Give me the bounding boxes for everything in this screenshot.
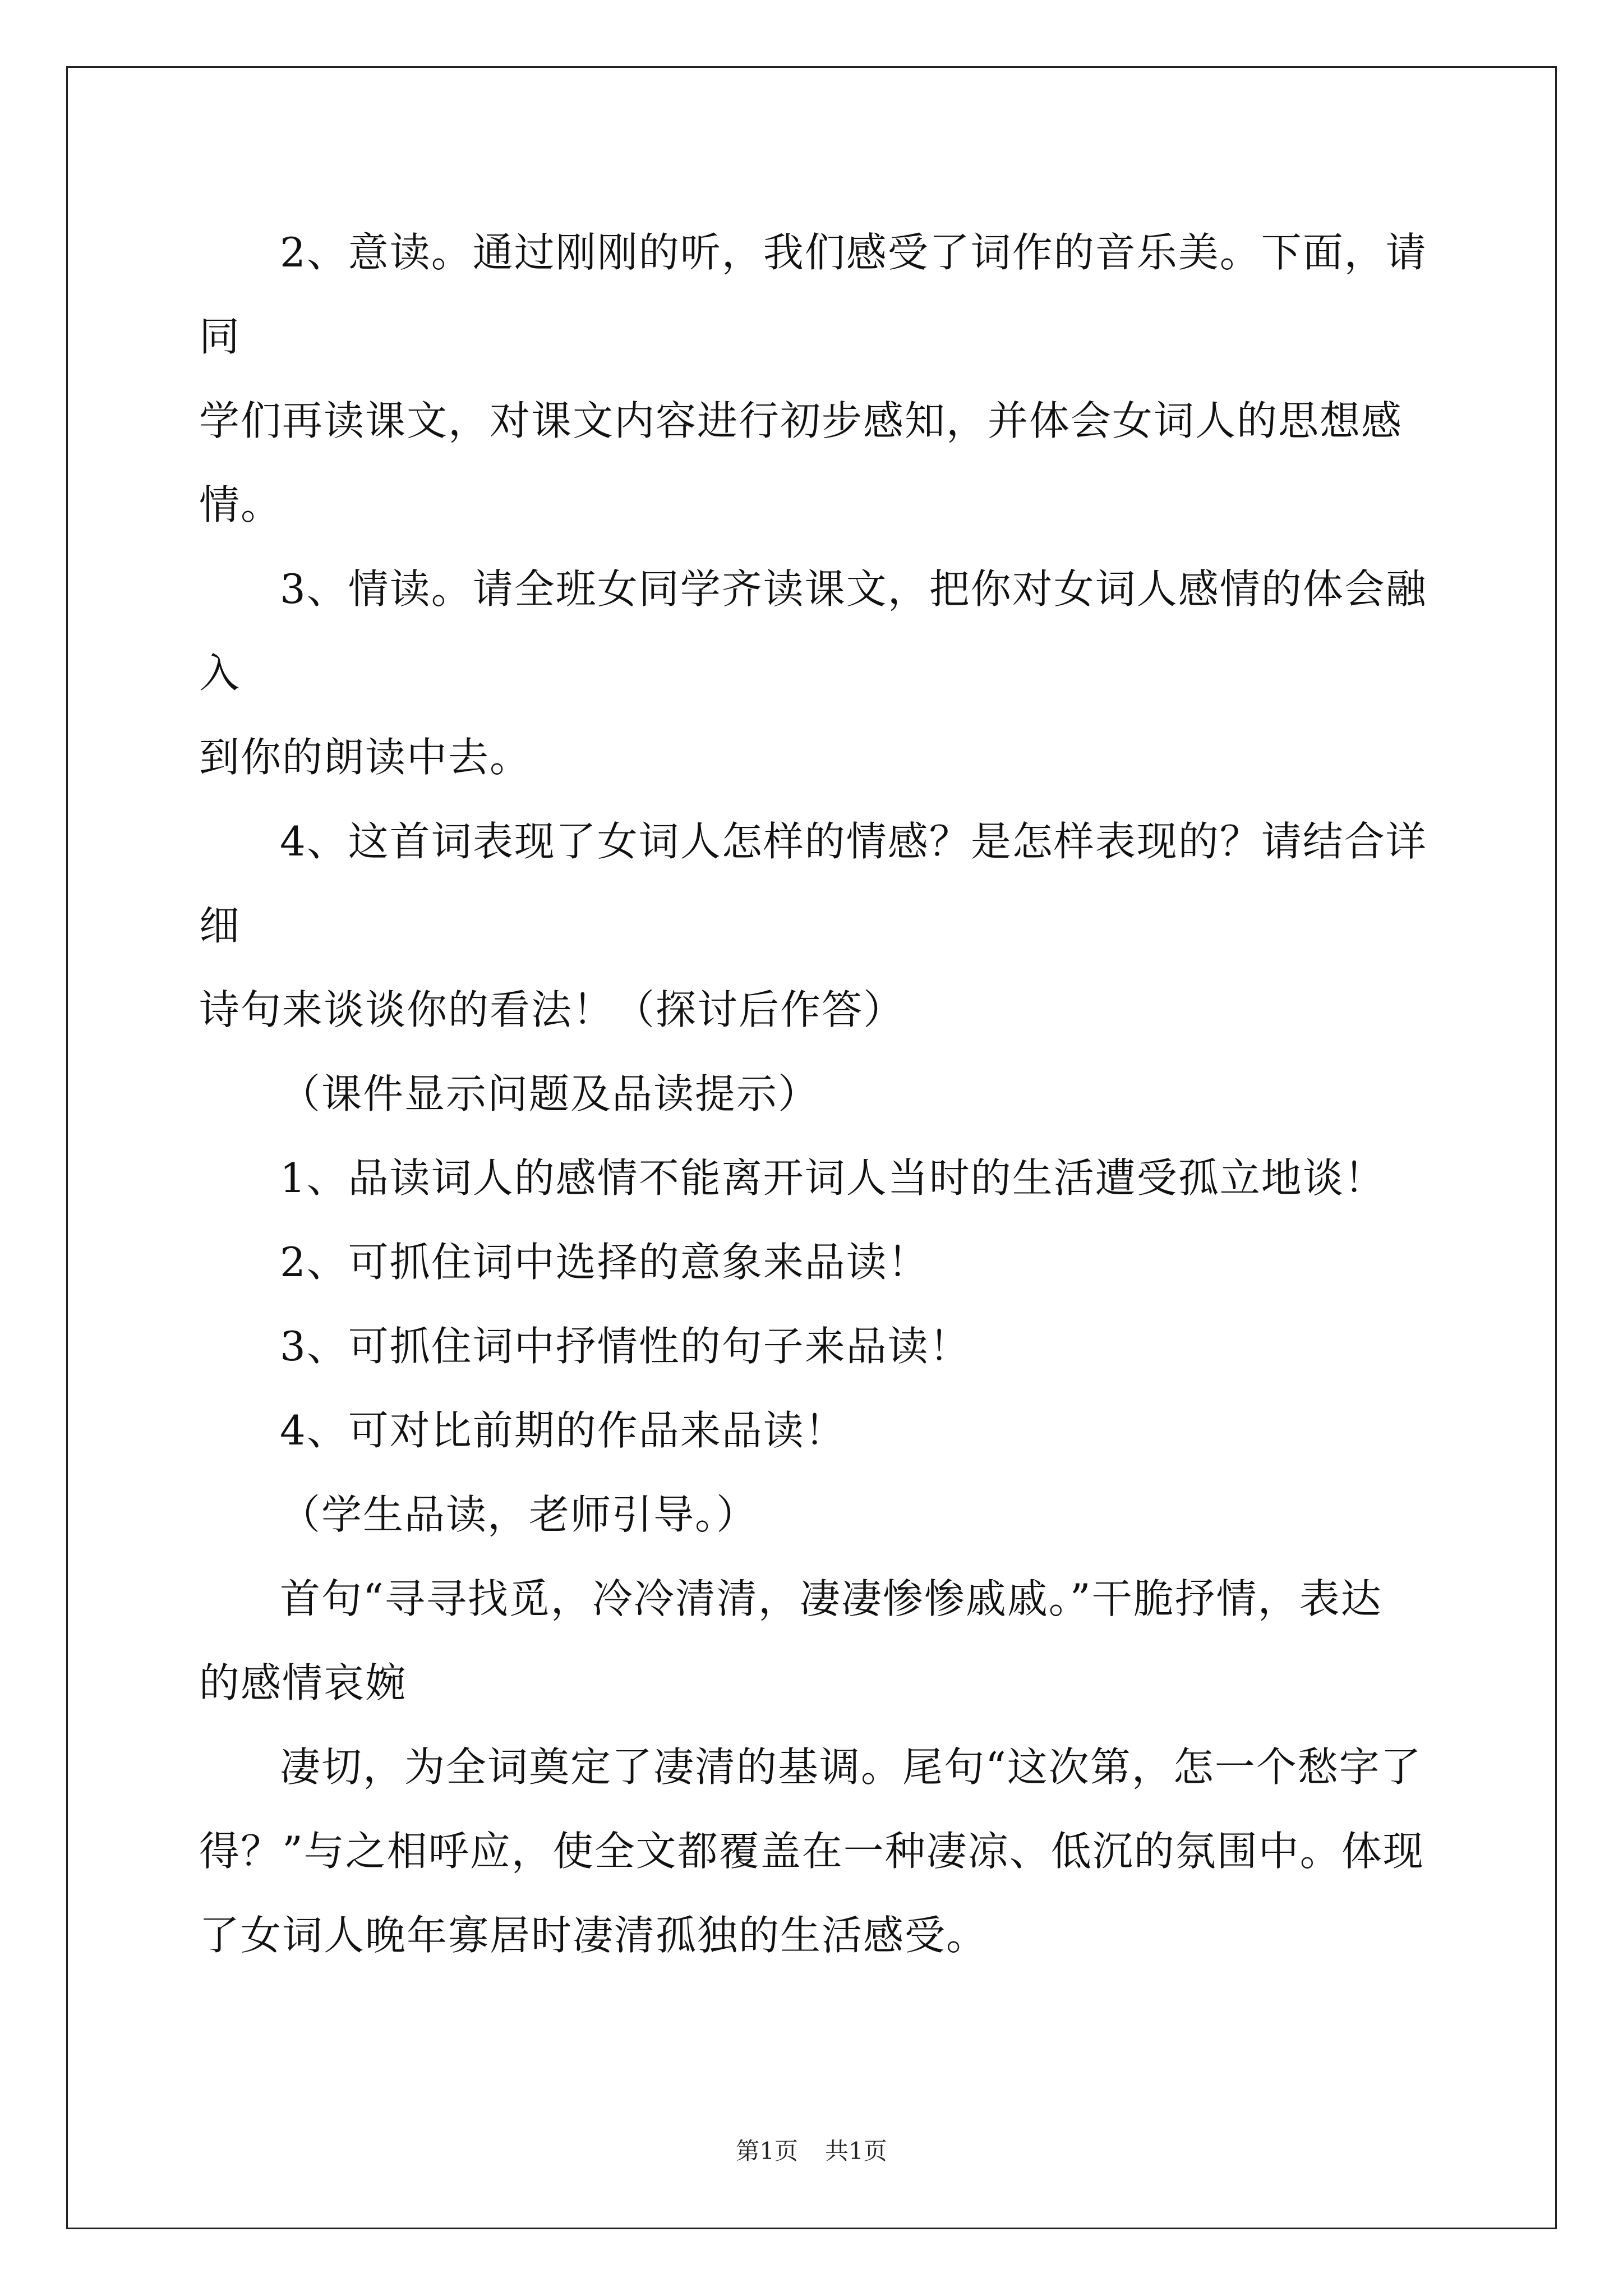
paragraph: 4、可对比前期的作品来品读！ xyxy=(280,1407,846,1454)
document-body xyxy=(199,210,1433,1977)
paragraph: （课件显示问题及品读提示） xyxy=(280,1070,820,1117)
paragraph: 1、品读词人的感情不能离开词人当时的生活遭受孤立地谈！ xyxy=(280,1154,1386,1202)
paragraph: 3、可抓住词中抒情性的句子来品读！ xyxy=(280,1323,971,1370)
paragraph: 2、意读。通过刚刚的听，我们感受了词作的音乐美。下面，请同 学们再读课文，对课文内容进行初步感知，并体会女词人的思想感情。 xyxy=(199,229,1427,528)
paragraph: 3、情读。请全班女同学齐读课文，把你对女词人感情的体会融入 到你的朗读中去。 xyxy=(199,565,1427,781)
page-number: 第1页 xyxy=(736,2137,798,2165)
page-footer xyxy=(0,2133,1623,2166)
page-total: 共1页 xyxy=(825,2137,887,2165)
paragraph: 凄切，为全词奠定了凄清的基调。尾句“这次第，怎一个愁字了 得？”与之相呼应，使全文都覆盖在一种凄凉、低沉的氛围中。体现 了女词人晚年寡居时凄清孤独的生活感受。 xyxy=(199,1743,1424,1959)
paragraph: （学生品读，老师引导。） xyxy=(280,1491,758,1538)
paragraph: 首句“寻寻找觅，冷冷清清，凄凄惨惨戚戚。”干脆抒情，表达 的感情哀婉 xyxy=(199,1575,1382,1706)
paragraph: 4、这首词表现了女词人怎样的情感？是怎样表现的？请结合详细 诗句来谈谈你的看法！（探讨后作答） xyxy=(199,818,1427,1033)
paragraph: 2、可抓住词中选择的意象来品读！ xyxy=(280,1239,929,1286)
